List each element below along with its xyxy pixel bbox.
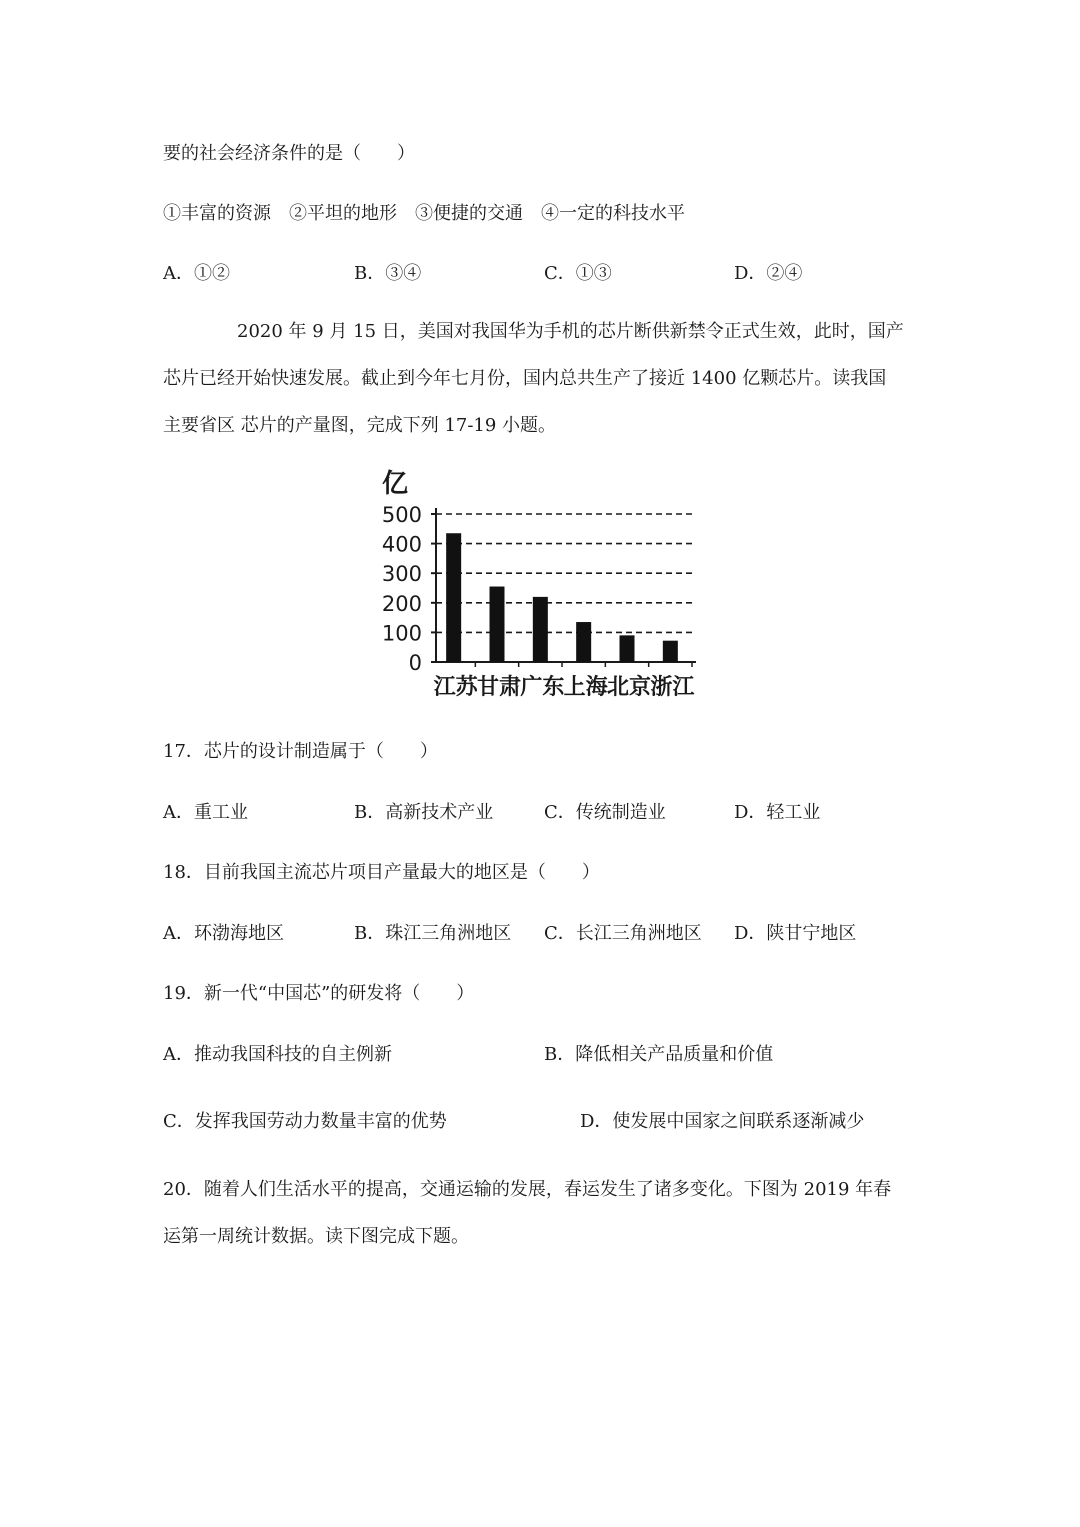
q19-option-b[interactable]: B．降低相关产品质量和价值 bbox=[544, 1044, 774, 1065]
q17-option-a[interactable]: A．重工业 bbox=[163, 802, 248, 823]
y-tick-label: 400 bbox=[381, 532, 422, 557]
y-tick-label: 0 bbox=[408, 651, 422, 675]
q19-option-a[interactable]: A．推动我国科技的自主例新 bbox=[163, 1044, 392, 1065]
intro-line: 2020 年 9 月 15 日，美国对我国华为手机的芯片断供新禁令正式生效，此时，国产 bbox=[237, 321, 904, 342]
q18-stem: 18．目前我国主流芯片项目产量最大的地区是（ ） bbox=[163, 862, 600, 883]
q18-option-a[interactable]: A．环渤海地区 bbox=[163, 923, 284, 944]
intro-paragraph bbox=[163, 320, 923, 461]
q17-option-b[interactable]: B．高新技术产业 bbox=[354, 802, 494, 823]
q16-option-d[interactable]: D．②④ bbox=[734, 263, 803, 284]
q19-stem: 19．新一代“中国芯”的研发将（ ） bbox=[163, 983, 475, 1004]
bar-北京 bbox=[620, 635, 635, 662]
q17-option-d[interactable]: D．轻工业 bbox=[734, 802, 821, 823]
y-tick-label: 300 bbox=[381, 562, 422, 587]
q20-line: 运第一周统计数据。读下图完成下题。 bbox=[163, 1226, 469, 1247]
intro-line: 主要省区 芯片的产量图，完成下列 17-19 小题。 bbox=[163, 415, 557, 436]
chart-y-unit-label: 亿 bbox=[382, 469, 409, 499]
bar-甘肃 bbox=[490, 587, 505, 662]
bar-广东 bbox=[533, 597, 548, 662]
q18-option-d[interactable]: D．陕甘宁地区 bbox=[734, 923, 857, 944]
q18-option-b[interactable]: B．珠江三角洲地区 bbox=[354, 923, 512, 944]
x-category-label: 北京 bbox=[606, 675, 652, 700]
q19-option-c[interactable]: C．发挥我国劳动力数量丰富的优势 bbox=[163, 1111, 447, 1132]
chip-output-chart bbox=[370, 462, 710, 712]
q18-option-c[interactable]: C．长江三角洲地区 bbox=[544, 923, 702, 944]
q16-conditions: ①丰富的资源 ②平坦的地形 ③便捷的交通 ④一定的科技水平 bbox=[163, 203, 685, 224]
q16-option-c[interactable]: C．①③ bbox=[544, 263, 612, 284]
y-tick-label: 200 bbox=[381, 591, 422, 616]
q20-paragraph bbox=[163, 1178, 923, 1272]
q19-option-d[interactable]: D．使发展中国家之间联系逐渐减少 bbox=[580, 1111, 865, 1132]
q17-option-c[interactable]: C．传统制造业 bbox=[544, 802, 666, 823]
intro-line: 芯片已经开始快速发展。截止到今年七月份，国内总共生产了接近 1400 亿颗芯片。读我国 bbox=[163, 368, 887, 389]
bar-浙江 bbox=[663, 641, 678, 662]
q16-option-b[interactable]: B．③④ bbox=[354, 263, 422, 284]
x-category-label: 上海 bbox=[563, 675, 608, 700]
y-tick-label: 100 bbox=[381, 621, 422, 646]
bar-上海 bbox=[576, 622, 591, 662]
q20-line: 20．随着人们生活水平的提高，交通运输的发展，春运发生了诸多变化。下图为 2019 年春 bbox=[163, 1179, 892, 1200]
x-category-label: 江苏 bbox=[433, 675, 478, 700]
y-tick-label: 500 bbox=[381, 503, 422, 527]
q16-stem-tail: 要的社会经济条件的是（ ） bbox=[163, 143, 415, 164]
x-category-label: 广东 bbox=[520, 675, 565, 700]
x-category-label: 浙江 bbox=[650, 675, 695, 700]
x-category-label: 甘肃 bbox=[476, 675, 522, 700]
q17-stem: 17．芯片的设计制造属于（ ） bbox=[163, 741, 438, 762]
bar-江苏 bbox=[446, 533, 461, 662]
q16-option-a[interactable]: A．①② bbox=[163, 263, 230, 284]
